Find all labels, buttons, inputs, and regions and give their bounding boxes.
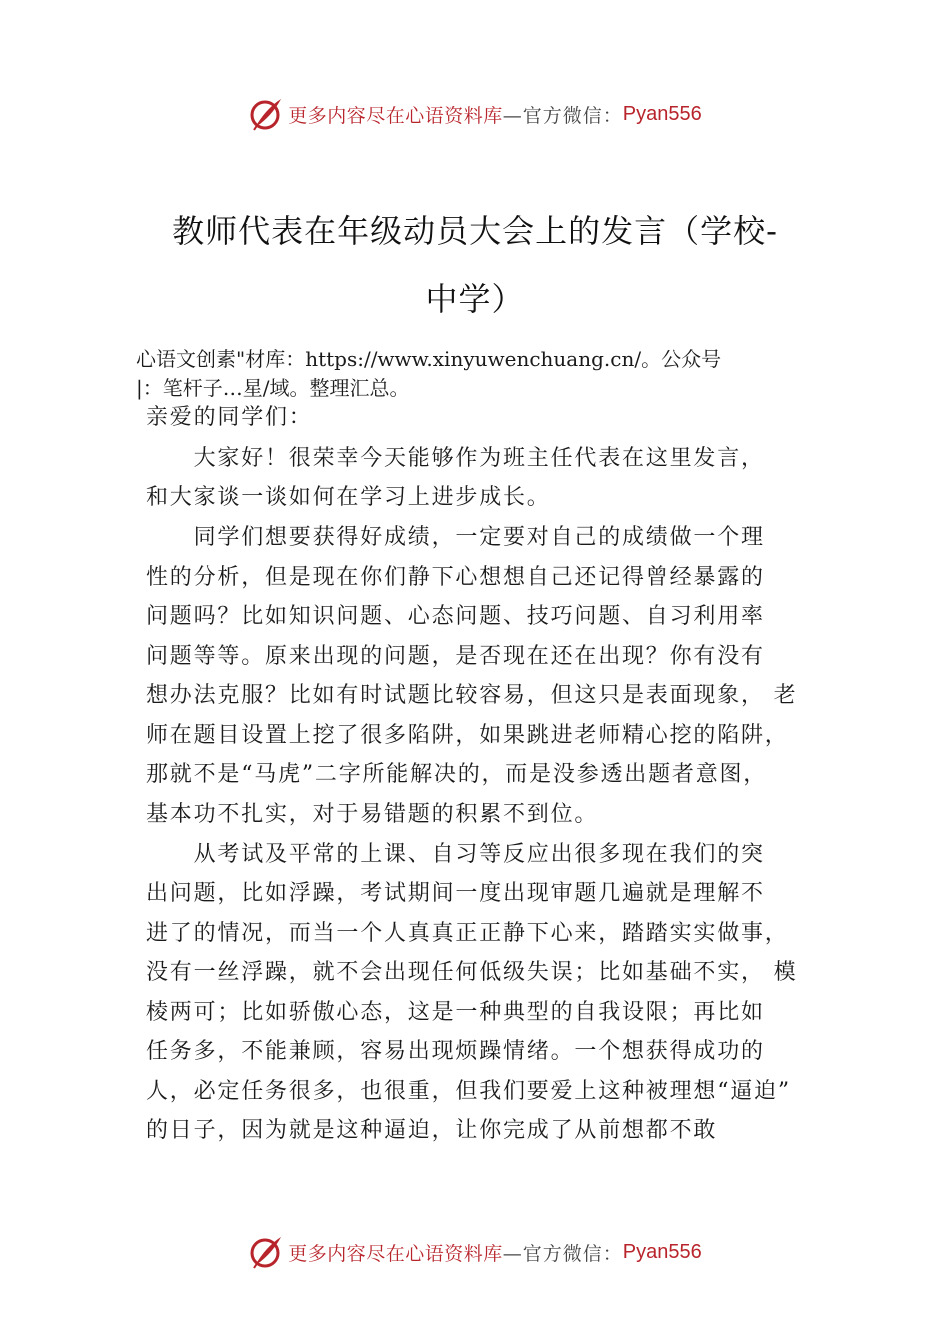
body-line: 和大家谈一谈如何在学习上进步成长。 xyxy=(146,485,551,510)
body-line: 没有一丝浮躁，就不会出现任何低级失误；比如基础不实， 模 xyxy=(146,960,798,985)
body-line: 棱两可；比如骄傲心态，这是一种典型的自我设限；再比如 xyxy=(146,1000,765,1025)
banner-slogan: 更多内容尽在心语资料库 xyxy=(288,1242,503,1265)
body-line: 那就不是“马虎”二字所能解决的，而是没参透出题者意图， xyxy=(146,762,768,787)
body-line: 问题吗？比如知识问题、心态问题、技巧问题、自习利用率 xyxy=(146,604,765,629)
body-line: 从考试及平常的上课、自习等反应出很多现在我们的突 xyxy=(146,842,765,867)
footer-banner xyxy=(0,1232,950,1272)
body-line: 出问题，比如浮躁，考试期间一度出现审题几遍就是理解不 xyxy=(146,881,765,906)
banner-wechat-label: —官方微信： xyxy=(502,104,623,127)
banner-wechat-label: —官方微信： xyxy=(502,1242,623,1265)
body-line: 的日子，因为就是这种逼迫，让你完成了从前想都不敢 xyxy=(146,1118,718,1143)
quill-logo-icon xyxy=(248,96,284,132)
body-line: 性的分析，但是现在你们静下心想想自己还记得曾经暴露的 xyxy=(146,565,765,590)
body-line: 问题等等。原来出现的问题，是否现在还在出现？你有没有 xyxy=(146,644,765,669)
banner-slogan: 更多内容尽在心语资料库 xyxy=(288,104,503,127)
quill-logo-icon xyxy=(248,1234,284,1270)
body-line: 进了的情况，而当一个人真真正正静下心来，踏踏实实做事， xyxy=(146,921,789,946)
banner-wechat-id: Pyan556 xyxy=(622,1240,702,1263)
body-line: 基本功不扎实，对于易错题的积累不到位。 xyxy=(146,802,599,827)
document-title-line-2: 中学） xyxy=(425,280,525,318)
body-line: 同学们想要获得好成绩，一定要对自己的成绩做一个理 xyxy=(146,525,765,550)
body-line: 任务多，不能兼顾，容易出现烦躁情绪。一个想获得成功的 xyxy=(146,1039,765,1064)
source-note-line-1: 心语文创素"材库：https://www.xinyuwenchuang.cn/。公众号 xyxy=(136,347,722,371)
body-line: 大家好！很荣幸今天能够作为班主任代表在这里发言， xyxy=(146,446,765,471)
banner-wechat-id: Pyan556 xyxy=(622,102,702,125)
source-note-line-2: |：笔杆子…星/域。整理汇总。 xyxy=(136,376,410,400)
header-banner xyxy=(0,94,950,134)
body-line: 人，必定任务很多，也很重，但我们要爱上这种被理想“逼迫” xyxy=(146,1079,791,1104)
body-line: 亲爱的同学们： xyxy=(146,405,313,430)
body-line: 想办法克服？比如有时试题比较容易，但这只是表面现象， 老 xyxy=(146,683,798,708)
body-line: 师在题目设置上挖了很多陷阱，如果跳进老师精心挖的陷阱， xyxy=(146,723,789,748)
document-title-line-1: 教师代表在年级动员大会上的发言（学校- xyxy=(172,212,778,250)
